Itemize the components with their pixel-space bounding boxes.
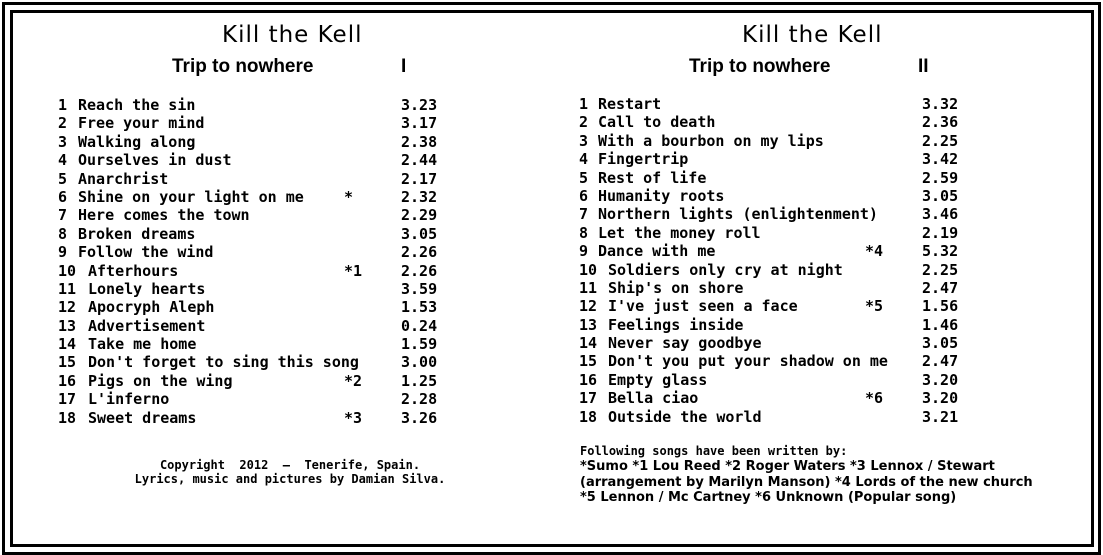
credits-line-1: *Sumo *1 Lou Reed *2 Roger Waters *3 Lennox / Stewart bbox=[580, 459, 995, 474]
track-duration: 3.00 bbox=[401, 353, 438, 372]
track-row bbox=[579, 279, 979, 297]
track-number: 8 bbox=[58, 224, 68, 243]
track-row bbox=[579, 205, 979, 223]
track-title: Broken dreams bbox=[78, 224, 196, 243]
track-title: Shine on your light on me bbox=[78, 187, 304, 206]
track-title: Restart bbox=[598, 95, 662, 113]
track-number: 15 bbox=[579, 352, 598, 371]
track-row bbox=[579, 150, 979, 168]
track-duration: 3.32 bbox=[922, 95, 959, 113]
band-name-right: Kill the Kell bbox=[742, 22, 883, 48]
track-duration: 2.19 bbox=[922, 223, 959, 242]
track-duration: 3.46 bbox=[922, 205, 959, 224]
track-title: Bella ciao bbox=[608, 389, 699, 408]
credits-line: Lyrics, music and pictures by Damian Silva. bbox=[134, 472, 446, 486]
track-row bbox=[58, 353, 458, 371]
track-number: 9 bbox=[58, 243, 68, 262]
track-duration: 3.59 bbox=[401, 279, 438, 298]
track-number: 1 bbox=[58, 96, 68, 114]
track-number: 13 bbox=[58, 316, 77, 335]
track-title: Feelings inside bbox=[608, 315, 744, 334]
track-row bbox=[579, 334, 979, 352]
track-title: Empty glass bbox=[608, 370, 708, 389]
track-number: 2 bbox=[579, 113, 589, 132]
track-row bbox=[579, 113, 979, 131]
credits-line-2: (arrangement by Marilyn Manson) *4 Lords of the new church bbox=[580, 474, 1033, 490]
track-row bbox=[579, 242, 979, 260]
track-title: Ourselves in dust bbox=[78, 151, 232, 170]
track-number: 4 bbox=[579, 150, 589, 169]
track-number: 9 bbox=[579, 242, 589, 261]
track-duration: 3.42 bbox=[922, 150, 959, 169]
track-duration: 2.29 bbox=[401, 206, 438, 225]
track-note: *3 bbox=[344, 408, 363, 427]
track-row bbox=[58, 243, 458, 261]
track-note: *1 bbox=[344, 261, 363, 280]
track-duration: 2.28 bbox=[401, 390, 438, 409]
track-number: 3 bbox=[579, 131, 589, 150]
track-number: 6 bbox=[579, 186, 589, 205]
track-duration: 2.26 bbox=[401, 243, 438, 262]
track-title: Let the money roll bbox=[598, 223, 761, 242]
track-duration: 1.53 bbox=[401, 298, 438, 317]
track-title: Northern lights (enlightenment) bbox=[598, 205, 878, 224]
track-row bbox=[58, 206, 458, 224]
track-title: Never say goodbye bbox=[608, 334, 762, 353]
track-title: Ship's on shore bbox=[608, 278, 744, 297]
track-row bbox=[579, 408, 979, 426]
track-number: 11 bbox=[58, 279, 77, 298]
track-duration: 2.26 bbox=[401, 261, 438, 280]
track-number: 8 bbox=[579, 223, 589, 242]
track-duration: 2.25 bbox=[922, 260, 959, 279]
track-duration: 2.17 bbox=[401, 169, 438, 188]
track-row bbox=[579, 316, 979, 334]
tracklist-right bbox=[579, 95, 979, 426]
track-duration: 2.59 bbox=[922, 168, 959, 187]
track-note: *2 bbox=[344, 371, 363, 390]
track-title: Outside the world bbox=[608, 407, 762, 426]
track-number: 18 bbox=[58, 408, 77, 427]
track-duration: 2.47 bbox=[922, 278, 959, 297]
track-duration: 1.46 bbox=[922, 315, 959, 334]
track-title: Afterhours bbox=[88, 261, 179, 280]
track-number: 17 bbox=[579, 389, 598, 408]
track-number: 5 bbox=[58, 169, 68, 188]
track-number: 7 bbox=[579, 205, 589, 224]
volume-label-left: I bbox=[401, 56, 407, 77]
track-title: Advertisement bbox=[88, 316, 206, 335]
volume-label-right: II bbox=[918, 56, 929, 77]
track-duration: 2.47 bbox=[922, 352, 959, 371]
track-title: Fingertrip bbox=[598, 150, 689, 169]
track-title: Free your mind bbox=[78, 114, 205, 133]
track-title: Sweet dreams bbox=[88, 408, 197, 427]
album-title-left: Trip to nowhere bbox=[172, 56, 314, 77]
track-note: *5 bbox=[865, 297, 884, 316]
track-row bbox=[58, 188, 458, 206]
track-title: Don't you put your shadow on me bbox=[608, 352, 888, 371]
track-duration: 3.05 bbox=[401, 224, 438, 243]
track-title: I've just seen a face bbox=[608, 297, 798, 316]
track-title: Soldiers only cry at night bbox=[608, 260, 843, 279]
track-title: Take me home bbox=[88, 335, 197, 354]
track-row bbox=[579, 169, 979, 187]
track-row bbox=[58, 409, 458, 427]
track-title: Anarchrist bbox=[78, 169, 169, 188]
track-note: *6 bbox=[865, 389, 884, 408]
track-number: 16 bbox=[58, 371, 77, 390]
track-row bbox=[579, 261, 979, 279]
track-number: 10 bbox=[579, 260, 598, 279]
track-duration: 2.32 bbox=[401, 187, 438, 206]
track-title: Follow the wind bbox=[78, 243, 214, 262]
track-title: Call to death bbox=[598, 113, 716, 132]
track-row bbox=[58, 298, 458, 316]
track-row bbox=[579, 132, 979, 150]
track-title: Lonely hearts bbox=[88, 279, 206, 298]
track-number: 1 bbox=[579, 95, 589, 113]
track-duration: 2.44 bbox=[401, 151, 438, 170]
track-row bbox=[58, 151, 458, 169]
track-duration: 3.21 bbox=[922, 407, 959, 426]
credits-heading: Following songs have been written by: bbox=[580, 444, 848, 458]
track-title: With a bourbon on my lips bbox=[598, 131, 824, 150]
copyright-block bbox=[60, 458, 520, 486]
track-duration: 2.25 bbox=[922, 131, 959, 150]
track-duration: 0.24 bbox=[401, 316, 438, 335]
track-note: * bbox=[344, 187, 354, 206]
track-number: 17 bbox=[58, 390, 77, 409]
track-row bbox=[58, 170, 458, 188]
track-number: 16 bbox=[579, 370, 598, 389]
track-row bbox=[579, 187, 979, 205]
track-row bbox=[579, 224, 979, 242]
track-number: 6 bbox=[58, 187, 68, 206]
track-number: 14 bbox=[579, 334, 598, 353]
track-row bbox=[58, 372, 458, 390]
track-duration: 3.20 bbox=[922, 389, 959, 408]
track-duration: 1.56 bbox=[922, 297, 959, 316]
track-number: 12 bbox=[58, 298, 77, 317]
track-number: 7 bbox=[58, 206, 68, 225]
track-number: 4 bbox=[58, 151, 68, 170]
tracklist-left bbox=[58, 96, 458, 427]
track-number: 12 bbox=[579, 297, 598, 316]
track-row bbox=[58, 280, 458, 298]
track-row bbox=[58, 317, 458, 335]
track-row bbox=[579, 352, 979, 370]
track-number: 13 bbox=[579, 315, 598, 334]
track-row bbox=[58, 96, 458, 114]
album-title-right: Trip to nowhere bbox=[689, 56, 831, 77]
track-duration: 5.32 bbox=[922, 242, 959, 261]
track-title: Walking along bbox=[78, 132, 196, 151]
track-number: 18 bbox=[579, 407, 598, 426]
track-duration: 3.05 bbox=[922, 186, 959, 205]
track-number: 14 bbox=[58, 335, 77, 354]
track-duration: 2.38 bbox=[401, 132, 438, 151]
track-title: Rest of life bbox=[598, 168, 707, 187]
track-title: Apocryph Aleph bbox=[88, 298, 215, 317]
track-title: Here comes the town bbox=[78, 206, 250, 225]
track-number: 11 bbox=[579, 278, 598, 297]
track-row bbox=[58, 225, 458, 243]
track-row bbox=[579, 389, 979, 407]
track-duration: 2.36 bbox=[922, 113, 959, 132]
track-number: 2 bbox=[58, 114, 68, 133]
track-duration: 3.05 bbox=[922, 334, 959, 353]
track-duration: 3.20 bbox=[922, 370, 959, 389]
track-note: *4 bbox=[865, 242, 884, 261]
track-row bbox=[579, 95, 979, 113]
songwriter-credits bbox=[580, 459, 1033, 506]
track-duration: 3.26 bbox=[401, 408, 438, 427]
track-title: Don't forget to sing this song bbox=[88, 353, 359, 372]
copyright-line: Copyright 2012 – Tenerife, Spain. bbox=[159, 458, 421, 472]
track-number: 15 bbox=[58, 353, 77, 372]
track-row bbox=[58, 335, 458, 353]
track-duration: 1.25 bbox=[401, 371, 438, 390]
track-duration: 3.23 bbox=[401, 96, 438, 114]
track-row bbox=[58, 114, 458, 132]
track-number: 3 bbox=[58, 132, 68, 151]
track-row bbox=[579, 371, 979, 389]
track-number: 10 bbox=[58, 261, 77, 280]
band-name-left: Kill the Kell bbox=[222, 22, 363, 48]
track-row bbox=[58, 390, 458, 408]
track-title: Humanity roots bbox=[598, 186, 725, 205]
track-title: Reach the sin bbox=[78, 96, 196, 114]
track-row bbox=[579, 297, 979, 315]
track-row bbox=[58, 133, 458, 151]
track-title: Pigs on the wing bbox=[88, 371, 233, 390]
track-title: Dance with me bbox=[598, 242, 716, 261]
track-row bbox=[58, 262, 458, 280]
track-duration: 3.17 bbox=[401, 114, 438, 133]
track-number: 5 bbox=[579, 168, 589, 187]
track-duration: 1.59 bbox=[401, 335, 438, 354]
track-title: L'inferno bbox=[88, 390, 170, 409]
credits-line-3: *5 Lennon / Mc Cartney *6 Unknown (Popular song) bbox=[580, 490, 957, 505]
